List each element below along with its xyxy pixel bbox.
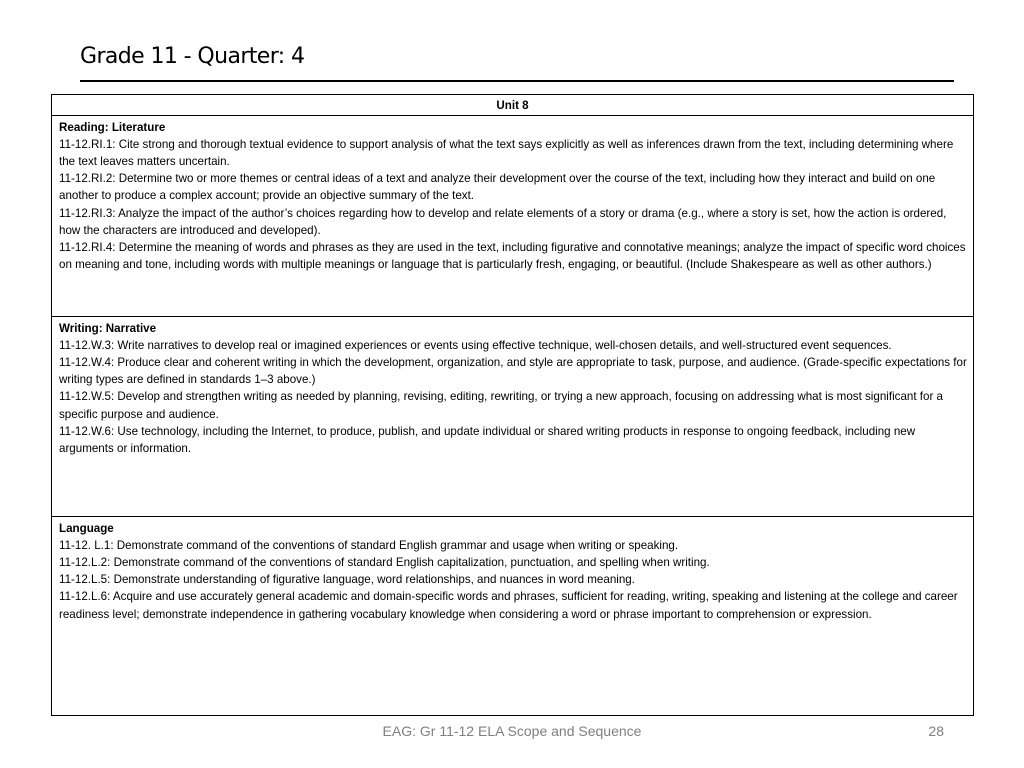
section-cell-writing — [52, 317, 974, 517]
standard-text: 11-12. L.1: Demonstrate command of the conventions of standard English grammar and usage when writing or speaking. — [59, 539, 679, 553]
standard-text: 11-12.RI.2: Determine two or more themes or central ideas of a text and analyze their development over the course of the text, including how they interact and build on one another to produce a complex account; provide an objective summary of the text. — [59, 172, 936, 203]
section-heading: Writing: Narrative — [59, 322, 157, 336]
page-number: 28 — [928, 723, 944, 739]
standard-text: 11-12.RI.3: Analyze the impact of the author’s choices regarding how to develop and relate elements of a story or drama (e.g., where a story is set, how the action is ordered, how the characters are introduced and developed). — [59, 206, 947, 237]
section-row-language — [52, 517, 974, 716]
section-row-reading — [52, 116, 974, 317]
standard-text: 11-12.RI.1: Cite strong and thorough textual evidence to support analysis of what the text says explicitly as well as inferences drawn from the text, including determining where the text leaves matters uncertain. — [59, 138, 954, 169]
section-heading: Language — [59, 522, 114, 536]
standard-text: 11-12.RI.4: Determine the meaning of words and phrases as they are used in the text, including figurative and connotative meanings; analyze the impact of specific word choices on meaning and tone, including words with multiple meanings or language that is particularly fresh, engaging, or beautiful. (Include Shakespeare as well as other authors.) — [59, 240, 966, 271]
standard-text: 11-12.W.3: Write narratives to develop real or imagined experiences or events using effective technique, well-chosen details, and well-structured event sequences. — [59, 339, 892, 353]
unit-header: Unit 8 — [52, 95, 974, 116]
standard-text: 11-12.W.5: Develop and strengthen writing as needed by planning, revising, editing, rewriting, or trying a new approach, focusing on addressing what is most significant for a specific purpose and audience. — [59, 390, 943, 421]
unit-table — [51, 94, 974, 716]
standard-text: 11-12.L.5: Demonstrate understanding of figurative language, word relationships, and nuances in word meaning. — [59, 573, 635, 587]
section-cell-language — [52, 517, 974, 716]
section-row-writing — [52, 317, 974, 517]
standard-text: 11-12.W.6: Use technology, including the Internet, to produce, publish, and update individual or shared writing products in response to ongoing feedback, including new arguments or information. — [59, 424, 916, 455]
standard-text: 11-12.W.4: Produce clear and coherent writing in which the development, organization, and style are appropriate to task, purpose, and audience. (Grade-specific expectations for writing types are defined in standards 1–3 above.) — [59, 356, 967, 387]
title-underline — [80, 80, 954, 82]
standard-text: 11-12.L.6: Acquire and use accurately general academic and domain-specific words and phrases, sufficient for reading, writing, speaking and listening at the college and career readiness level; demonstrate independence in gathering vocabulary knowledge when considering a word or phrase important to comprehension or expression. — [59, 590, 958, 621]
footer-text: EAG: Gr 11-12 ELA Scope and Sequence — [382, 723, 642, 739]
slide-title: Grade 11 - Quarter: 4 — [80, 44, 305, 69]
section-heading: Reading: Literature — [59, 121, 166, 135]
section-cell-reading — [52, 116, 974, 317]
unit-header-row — [52, 95, 974, 116]
standard-text: 11-12.L.2: Demonstrate command of the conventions of standard English capitalization, punctuation, and spelling when writing. — [59, 556, 710, 570]
